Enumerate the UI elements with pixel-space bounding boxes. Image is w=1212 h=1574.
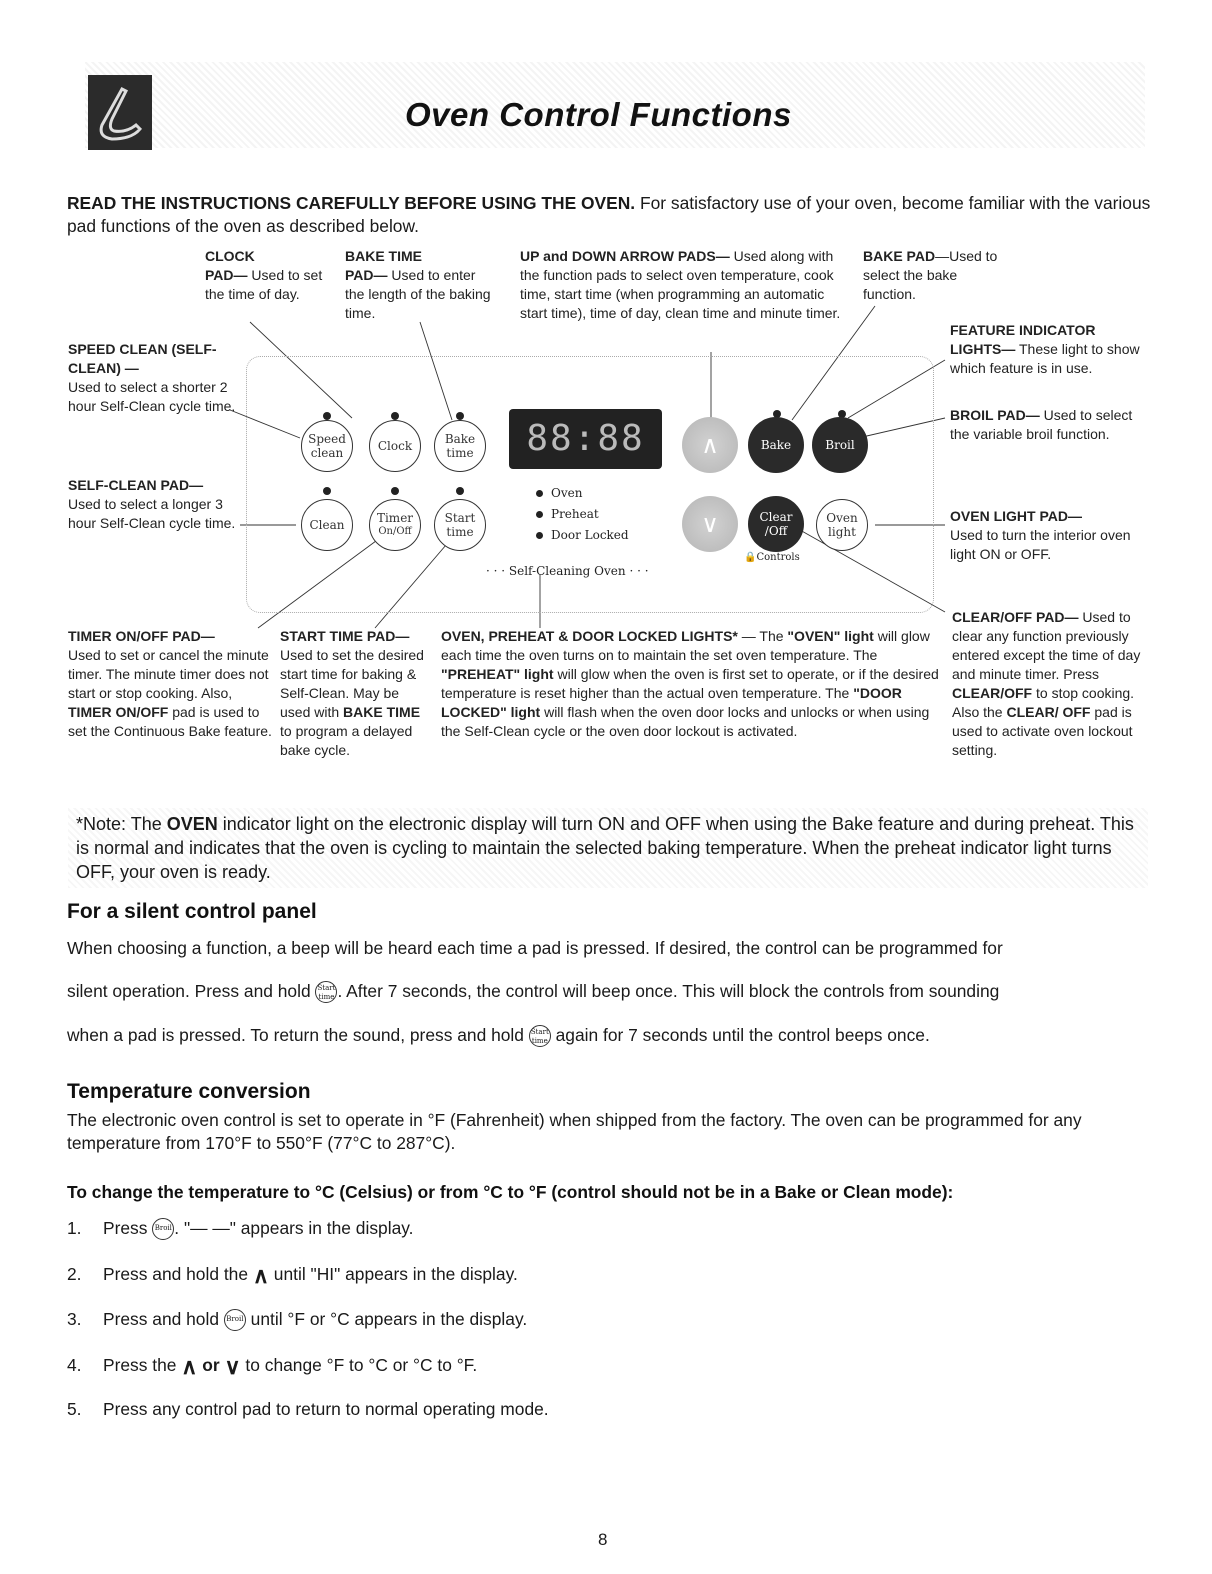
callout-clear-off-text1: to clear any function previously entered except the time of day and minute timer. Press: [952, 609, 1141, 682]
indicator-dot: [391, 412, 399, 420]
broil-pad[interactable]: [812, 417, 868, 473]
callout-clear-off-head: CLEAR/OFF PAD—: [952, 609, 1079, 625]
broil-label: Broil: [825, 438, 855, 452]
callout-feature: [950, 321, 1140, 378]
intro-bold: READ THE INSTRUCTIONS CAREFULLY BEFORE USING THE OVEN.: [67, 193, 636, 213]
oven-light-label-1: Oven: [826, 511, 858, 525]
callout-clear-off-text3: pad is used to activate oven lockout setting.: [952, 704, 1133, 758]
step-1: [67, 1217, 1157, 1240]
silent-section-title: For a silent control panel: [67, 900, 317, 923]
callout-bake-time: [345, 247, 495, 323]
page-number: 8: [598, 1530, 608, 1549]
indicator-oven-dot: [536, 490, 543, 497]
broil-mini-pad: Broil: [152, 1218, 174, 1240]
timer-on-off-pad[interactable]: [369, 499, 421, 551]
bake-label: Bake: [760, 438, 792, 452]
step-3-num: 3.: [67, 1309, 82, 1329]
step-2: [67, 1263, 1157, 1287]
callout-clock-head: CLOCK: [205, 248, 255, 264]
callout-arrows-head: UP and DOWN ARROW PADS—: [520, 248, 730, 264]
callout-self-clean-head: SELF-CLEAN PAD—: [68, 477, 204, 493]
controls-label: Controls: [756, 552, 800, 563]
callout-timer-head: TIMER ON/OFF PAD—: [68, 628, 215, 644]
callout-lights-t0: — The: [737, 628, 788, 644]
broil-mini-pad: Broil: [224, 1309, 246, 1331]
indicator-door-locked: [536, 528, 629, 542]
callout-start-time-head: START TIME PAD—: [280, 628, 410, 644]
lock-icon: 🔒: [744, 552, 757, 563]
callout-bake-pad-text: —Used to select the bake function.: [863, 248, 998, 302]
callout-speed-clean-head: SPEED CLEAN (SELF-CLEAN) —: [68, 341, 217, 376]
bake-pad[interactable]: [748, 417, 804, 473]
callout-clear-off-b1: CLEAR/OFF: [952, 685, 1033, 701]
step-5-a: Press any control pad to return to normal operating mode.: [103, 1399, 549, 1419]
step-2-b: until "HI" appears in the display.: [268, 1264, 518, 1284]
note-box: [68, 808, 1148, 888]
callout-oven-light: [950, 507, 1140, 564]
callout-broil: [950, 406, 1140, 444]
indicator-dot: [456, 487, 464, 495]
silent-p2: [67, 980, 1157, 1003]
temp-section-title: Temperature conversion: [67, 1080, 311, 1103]
clear-off-pad[interactable]: [748, 496, 804, 552]
callout-clear-off-text2: to stop cooking. Also the: [952, 685, 1135, 720]
oven-light-pad[interactable]: [816, 499, 868, 551]
callout-bake-time-text: Used to enter the length of the baking time.: [345, 267, 491, 321]
speed-clean-label-1: Speed: [308, 432, 346, 446]
indicator-door-locked-dot: [536, 532, 543, 539]
silent-p3: [67, 1024, 1157, 1047]
up-arrow-icon: ∧: [252, 1262, 269, 1288]
callout-lights-t2: will glow when the oven is first set to operate, or if the desired temperature is reset higher than the actual oven temperature. The: [441, 666, 939, 701]
silent-p3b: again for 7 seconds until the control beeps once.: [550, 1025, 930, 1045]
silent-p2b: . After 7 seconds, the control will beep once. This will block the controls from sounding: [337, 981, 1000, 1001]
indicator-dot: [323, 412, 331, 420]
step-3-a: Press and hold: [103, 1309, 224, 1329]
callout-arrows: [520, 247, 855, 323]
bake-time-pad[interactable]: [434, 420, 486, 472]
callout-clock-text: Used to set the time of day.: [205, 267, 323, 302]
mini-pad-start-2: Start: [530, 1028, 549, 1037]
start-time-mini-pad: [315, 981, 337, 1003]
callout-speed-clean-text: Used to select a shorter 2 hour Self-Clean cycle time.: [68, 379, 236, 414]
temp-paragraph: The electronic oven control is set to operate in °F (Fahrenheit) when shipped from the factory. The oven can be programmed for any temperature from 170°F to 550°F (77°C to 287°C).: [67, 1110, 1082, 1153]
callout-feature-head: FEATURE INDICATOR LIGHTS—: [950, 322, 1096, 357]
indicator-preheat-label: Preheat: [551, 507, 599, 521]
note-bold: OVEN: [166, 814, 218, 834]
callout-clear-off: [952, 608, 1147, 760]
up-arrow-icon: ∧: [701, 431, 719, 459]
self-cleaning-label: · · · Self-Cleaning Oven · · ·: [486, 564, 649, 578]
bake-time-label-1: Bake: [444, 432, 476, 446]
callout-clock-head2: PAD—: [205, 267, 248, 283]
callout-broil-head: BROIL PAD—: [950, 407, 1040, 423]
mini-pad-start: Start: [317, 984, 336, 993]
start-time-label-2: time: [446, 525, 474, 539]
callout-self-clean-text: Used to select a longer 3 hour Self-Clean cycle time.: [68, 496, 236, 531]
step-3: [67, 1308, 1157, 1331]
callout-bake-time-head2: PAD—: [345, 267, 388, 283]
mini-pad-time: time: [318, 993, 335, 1002]
callout-bake-pad-head: BAKE PAD: [863, 248, 936, 264]
callout-lights-t3: will flash when the oven door locks and unlocks or when using the Self-Clean cycle or the oven door lockout is activated.: [441, 704, 930, 739]
callout-start-time-b1: BAKE TIME: [343, 704, 421, 720]
start-time-label-1: Start: [444, 511, 476, 525]
oven-light-label-2: light: [828, 525, 856, 539]
callout-lights-b2: "PREHEAT" light: [441, 666, 554, 682]
callout-start-time-text2: to program a delayed bake cycle.: [280, 723, 413, 758]
step-4-b: to change °F to °C or °C to °F.: [240, 1355, 478, 1375]
callout-bake-time-head: BAKE TIME: [345, 248, 422, 264]
indicator-preheat: [536, 507, 599, 521]
indicator-preheat-dot: [536, 511, 543, 518]
digital-display: 88:88: [509, 409, 662, 469]
note-t1: indicator light on the electronic display will turn ON and OFF when using the Bake feature and during preheat. This is normal and indicates that the oven is cycling to maintain the selected baking temperature. When the preheat indicator light turns OFF, your oven is ready.: [76, 814, 1134, 882]
mini-pad-time-2: time: [531, 1037, 548, 1046]
callout-clear-off-b2: CLEAR/ OFF: [1006, 704, 1091, 720]
callout-timer-b1: TIMER ON/OFF: [68, 704, 169, 720]
callout-arrows-text: Used along with the function pads to select oven temperature, cook time, start time (when programming an automatic start time), time of day, clean time and minute timer.: [520, 248, 841, 321]
clean-pad[interactable]: [301, 499, 353, 551]
step-1-b: . "— —" appears in the display.: [174, 1218, 414, 1238]
indicator-dot: [323, 487, 331, 495]
note-t0: *Note: The: [76, 814, 167, 834]
down-arrow-icon: ∨: [224, 1353, 241, 1379]
page-title: Oven Control Functions: [405, 96, 792, 133]
step-2-a: Press and hold the: [103, 1264, 253, 1284]
silent-p3a: when a pad is pressed. To return the sound, press and hold: [67, 1025, 529, 1045]
callout-self-clean: [68, 476, 248, 533]
silent-p1: When choosing a function, a beep will be heard each time a pad is pressed. If desired, the control can be programmed for: [67, 938, 1003, 958]
step-1-num: 1.: [67, 1218, 82, 1238]
clock-pad[interactable]: [369, 420, 421, 472]
timer-label-2: On/Off: [378, 526, 412, 537]
down-arrow-pad[interactable]: [682, 496, 738, 552]
callout-clear-off-head-tail: Used: [1078, 609, 1116, 625]
step-4-a: Press the: [103, 1355, 182, 1375]
callout-timer-text1: Used to set or cancel the minute timer. The minute timer does not start or stop cooking. Also,: [68, 647, 269, 701]
clear-off-label-1: Clear: [759, 510, 793, 524]
step-1-a: Press: [103, 1218, 153, 1238]
callout-bake-pad: [863, 247, 1013, 304]
callout-timer-text2: pad is used to set the Continuous Bake feature.: [68, 704, 272, 739]
indicator-dot: [456, 412, 464, 420]
start-time-pad[interactable]: [434, 499, 486, 551]
clear-off-label-2: /Off: [764, 524, 788, 538]
callout-start-time-text1: Used to set the desired start time for baking & Self-Clean. May be used with: [280, 647, 424, 720]
bake-time-label-2: time: [446, 446, 474, 460]
step-4-num: 4.: [67, 1355, 82, 1375]
callout-broil-text: Used to select the variable broil function.: [950, 407, 1133, 442]
silent-p2a: silent operation. Press and hold: [67, 981, 316, 1001]
indicator-dot: [391, 487, 399, 495]
step-4: [67, 1354, 1157, 1378]
indicator-door-locked-label: Door Locked: [551, 528, 629, 542]
temp-subheading: To change the temperature to °C (Celsius) or from °C to °F (control should not be in a Bake or Clean mode):: [67, 1182, 954, 1202]
callout-oven-light-text: Used to turn the interior oven light ON or OFF.: [950, 527, 1131, 562]
callout-timer: [68, 627, 273, 741]
callout-clock: [205, 247, 325, 304]
step-5: [67, 1398, 1157, 1421]
speed-clean-pad[interactable]: [301, 420, 353, 472]
callout-lights-t1: will glow each time the oven turns on to maintain the set oven temperature. The: [441, 628, 930, 663]
callout-oven-light-head: OVEN LIGHT PAD—: [950, 508, 1082, 524]
step-4-or: or: [197, 1355, 225, 1375]
callout-lights-b3: "DOOR LOCKED" light: [441, 685, 902, 720]
up-arrow-icon: ∧: [181, 1353, 198, 1379]
down-arrow-icon: ∨: [701, 510, 719, 538]
callout-feature-text: These light to show which feature is in use.: [950, 341, 1140, 376]
up-arrow-pad[interactable]: [682, 417, 738, 473]
step-3-b: until °F or °C appears in the display.: [245, 1309, 528, 1329]
callout-lights: [441, 627, 939, 741]
controls-lock-label: [744, 552, 800, 563]
callout-lights-head: OVEN, PREHEAT & DOOR LOCKED LIGHTS*: [441, 628, 738, 644]
intro-text: For satisfactory use of your oven, become familiar with the various pad functions of the oven as described below.: [67, 193, 1151, 236]
step-2-num: 2.: [67, 1264, 82, 1284]
clean-label: Clean: [309, 518, 345, 532]
callout-start-time: [280, 627, 430, 760]
clock-label: Clock: [377, 439, 413, 453]
callout-speed-clean: [68, 340, 248, 416]
timer-label-1: Timer: [376, 511, 414, 525]
indicator-oven-label: Oven: [551, 486, 583, 500]
speed-clean-label-2: clean: [310, 446, 344, 460]
indicator-oven: [536, 486, 582, 500]
step-5-num: 5.: [67, 1399, 82, 1419]
start-time-mini-pad: [529, 1025, 551, 1047]
callout-lights-b1: "OVEN" light: [787, 628, 874, 644]
